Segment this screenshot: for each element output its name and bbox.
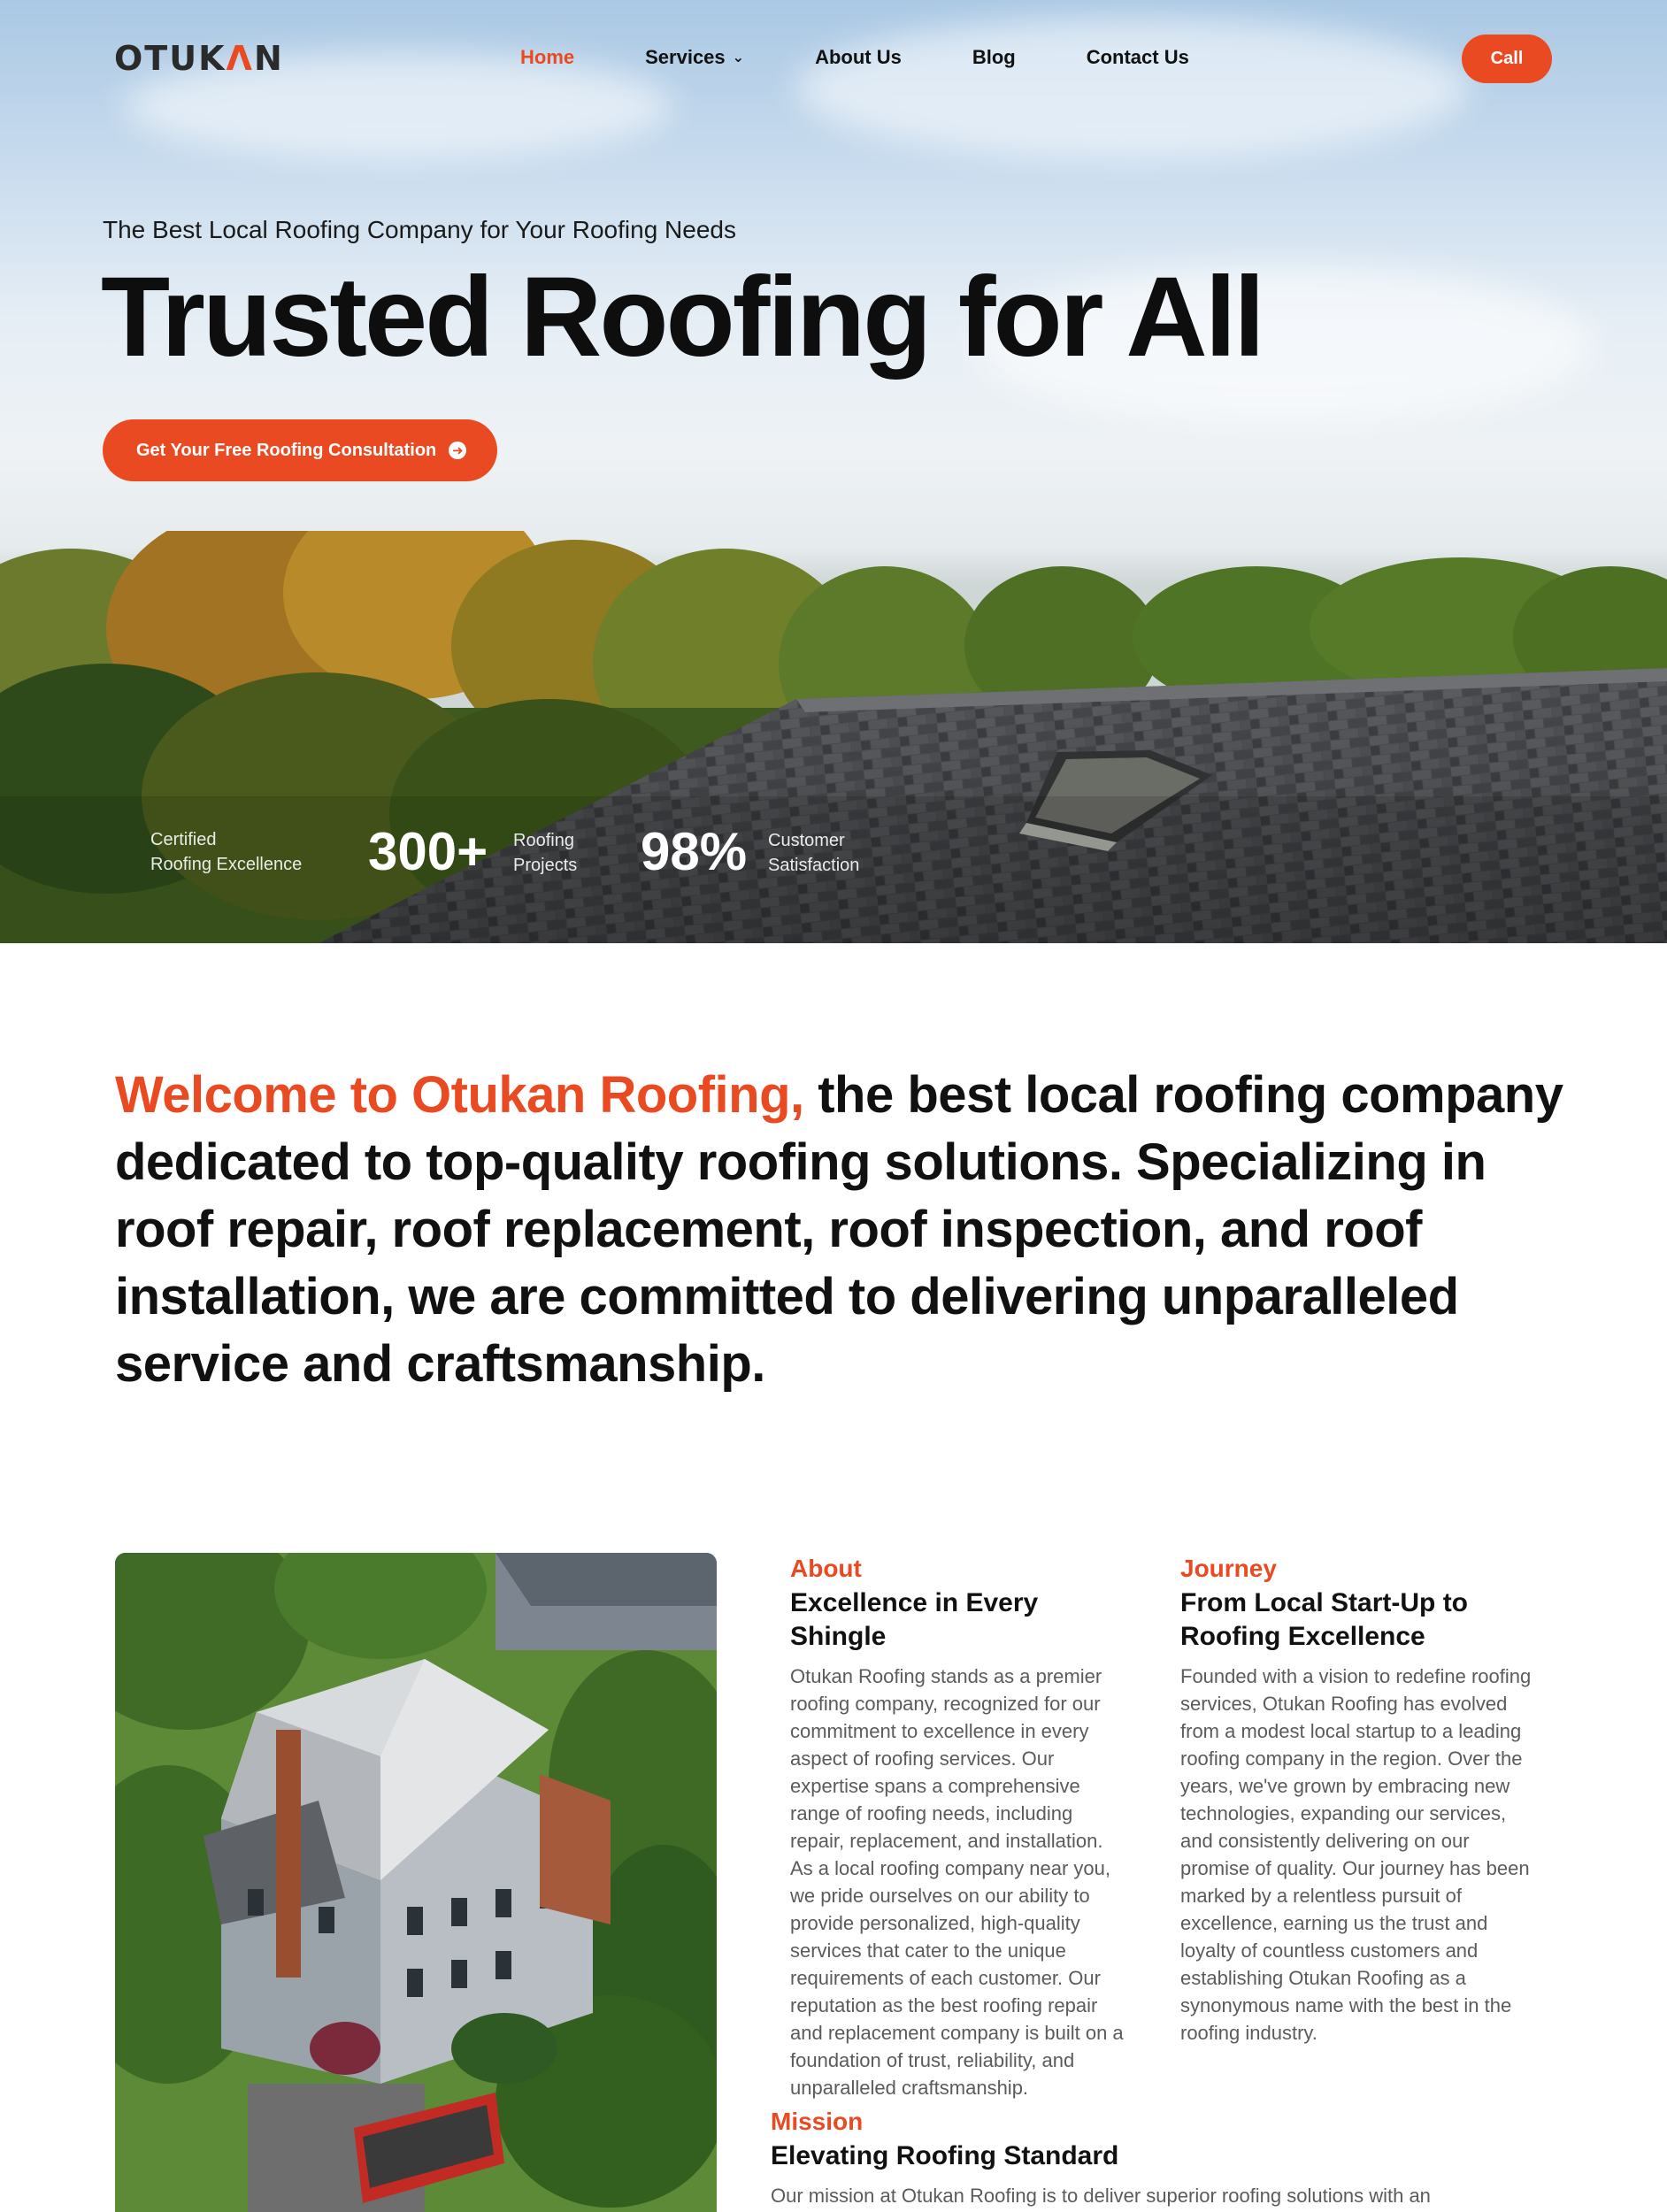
- nav-item-blog[interactable]: Blog: [972, 46, 1016, 68]
- stat-satisfaction-label: [768, 828, 859, 878]
- about-body: Otukan Roofing stands as a premier roofing company, recognized for our commitment to excellence in every aspect of roofing services. Our expertise spans a comprehensive range of roofing needs, including repair, replacement, and installation. As a local roofing company near you, we pride ourselves on our ability to provide personalized, high-quality services that cater to the unique requirements of each customer. Our reputation as the best roofing repair and replacement company is built on a foundation of trust, reliability, and unparalleled craftsmanship.: [790, 1665, 1124, 2099]
- welcome-text: the best local roofing company dedicated to top-quality roofing solutions. Specializing in roof repair, roof replacement, roof inspection, and roof installation, we are committed to delivering unparalleled service and craftsmanship.: [115, 1066, 1563, 1393]
- stat-satisfaction-value: 98%: [641, 822, 748, 881]
- nav-menu: [520, 46, 1260, 73]
- about-title: Excellence in Every Shingle: [790, 1588, 1039, 1651]
- call-button[interactable]: Call: [1462, 35, 1552, 83]
- about-column: [790, 1553, 1126, 2101]
- house-illustration: [115, 1553, 717, 2212]
- mission-column: [771, 2106, 1567, 2209]
- top-navigation: [0, 0, 1667, 119]
- hero-section: [0, 0, 1667, 943]
- nav-item-about-us[interactable]: About Us: [815, 46, 902, 68]
- nav-item-services-label: Services: [645, 46, 726, 68]
- mission-title: Elevating Roofing Standard: [771, 2141, 1119, 2170]
- stat-projects-label: [513, 828, 577, 878]
- nav-item-home[interactable]: Home: [520, 46, 575, 68]
- nav-item-services[interactable]: [645, 46, 744, 73]
- stat-projects-line2: Projects: [513, 856, 578, 875]
- stat-satisfaction-line2: Satisfaction: [768, 856, 860, 875]
- free-consultation-button[interactable]: [103, 419, 497, 481]
- journey-kicker: Journey: [1180, 1555, 1277, 1582]
- stat-projects-line1: Roofing: [513, 831, 574, 850]
- journey-column: [1180, 1553, 1534, 2047]
- welcome-statement: [115, 1062, 1566, 1398]
- hero-tagline: The Best Local Roofing Company for Your Roofing Needs: [103, 216, 736, 243]
- chevron-down-icon: ⌄: [732, 50, 745, 65]
- about-kicker: About: [790, 1555, 862, 1582]
- welcome-highlight: Welcome to Otukan Roofing,: [115, 1066, 804, 1124]
- house-aerial-image: [115, 1553, 717, 2212]
- arrow-right-circle-icon: ➜: [449, 442, 466, 459]
- stat-certified: [150, 827, 302, 877]
- mission-kicker: Mission: [771, 2108, 864, 2135]
- stat-satisfaction-line1: Customer: [768, 831, 845, 850]
- stat-certified-line1: Certified: [150, 830, 217, 849]
- brand-logo[interactable]: OTUKΛN: [114, 39, 284, 78]
- stat-certified-line2: Roofing Excellence: [150, 855, 303, 874]
- journey-body: Founded with a vision to redefine roofing services, Otukan Roofing has evolved from a modest local startup to a leading roofing company in the region. Over the years, we've grown by embracing new technologies, expanding our services, and consistently delivering on our promise of quality. Our journey has been marked by a relentless pursuit of excellence, earning us the trust and loyalty of countless customers and establishing Otukan Roofing as a synonymous name with the best in the roofing industry.: [1180, 1665, 1532, 2044]
- free-consultation-label: Get Your Free Roofing Consultation: [136, 440, 437, 460]
- mission-body: Our mission at Otukan Roofing is to deliver superior roofing solutions with an: [771, 2185, 1431, 2207]
- nav-item-contact-us[interactable]: Contact Us: [1086, 46, 1189, 68]
- hero-title: Trusted Roofing for All: [101, 254, 1263, 380]
- journey-title: From Local Start-Up to Roofing Excellence: [1180, 1588, 1469, 1651]
- stat-projects-value: 300+: [368, 822, 488, 881]
